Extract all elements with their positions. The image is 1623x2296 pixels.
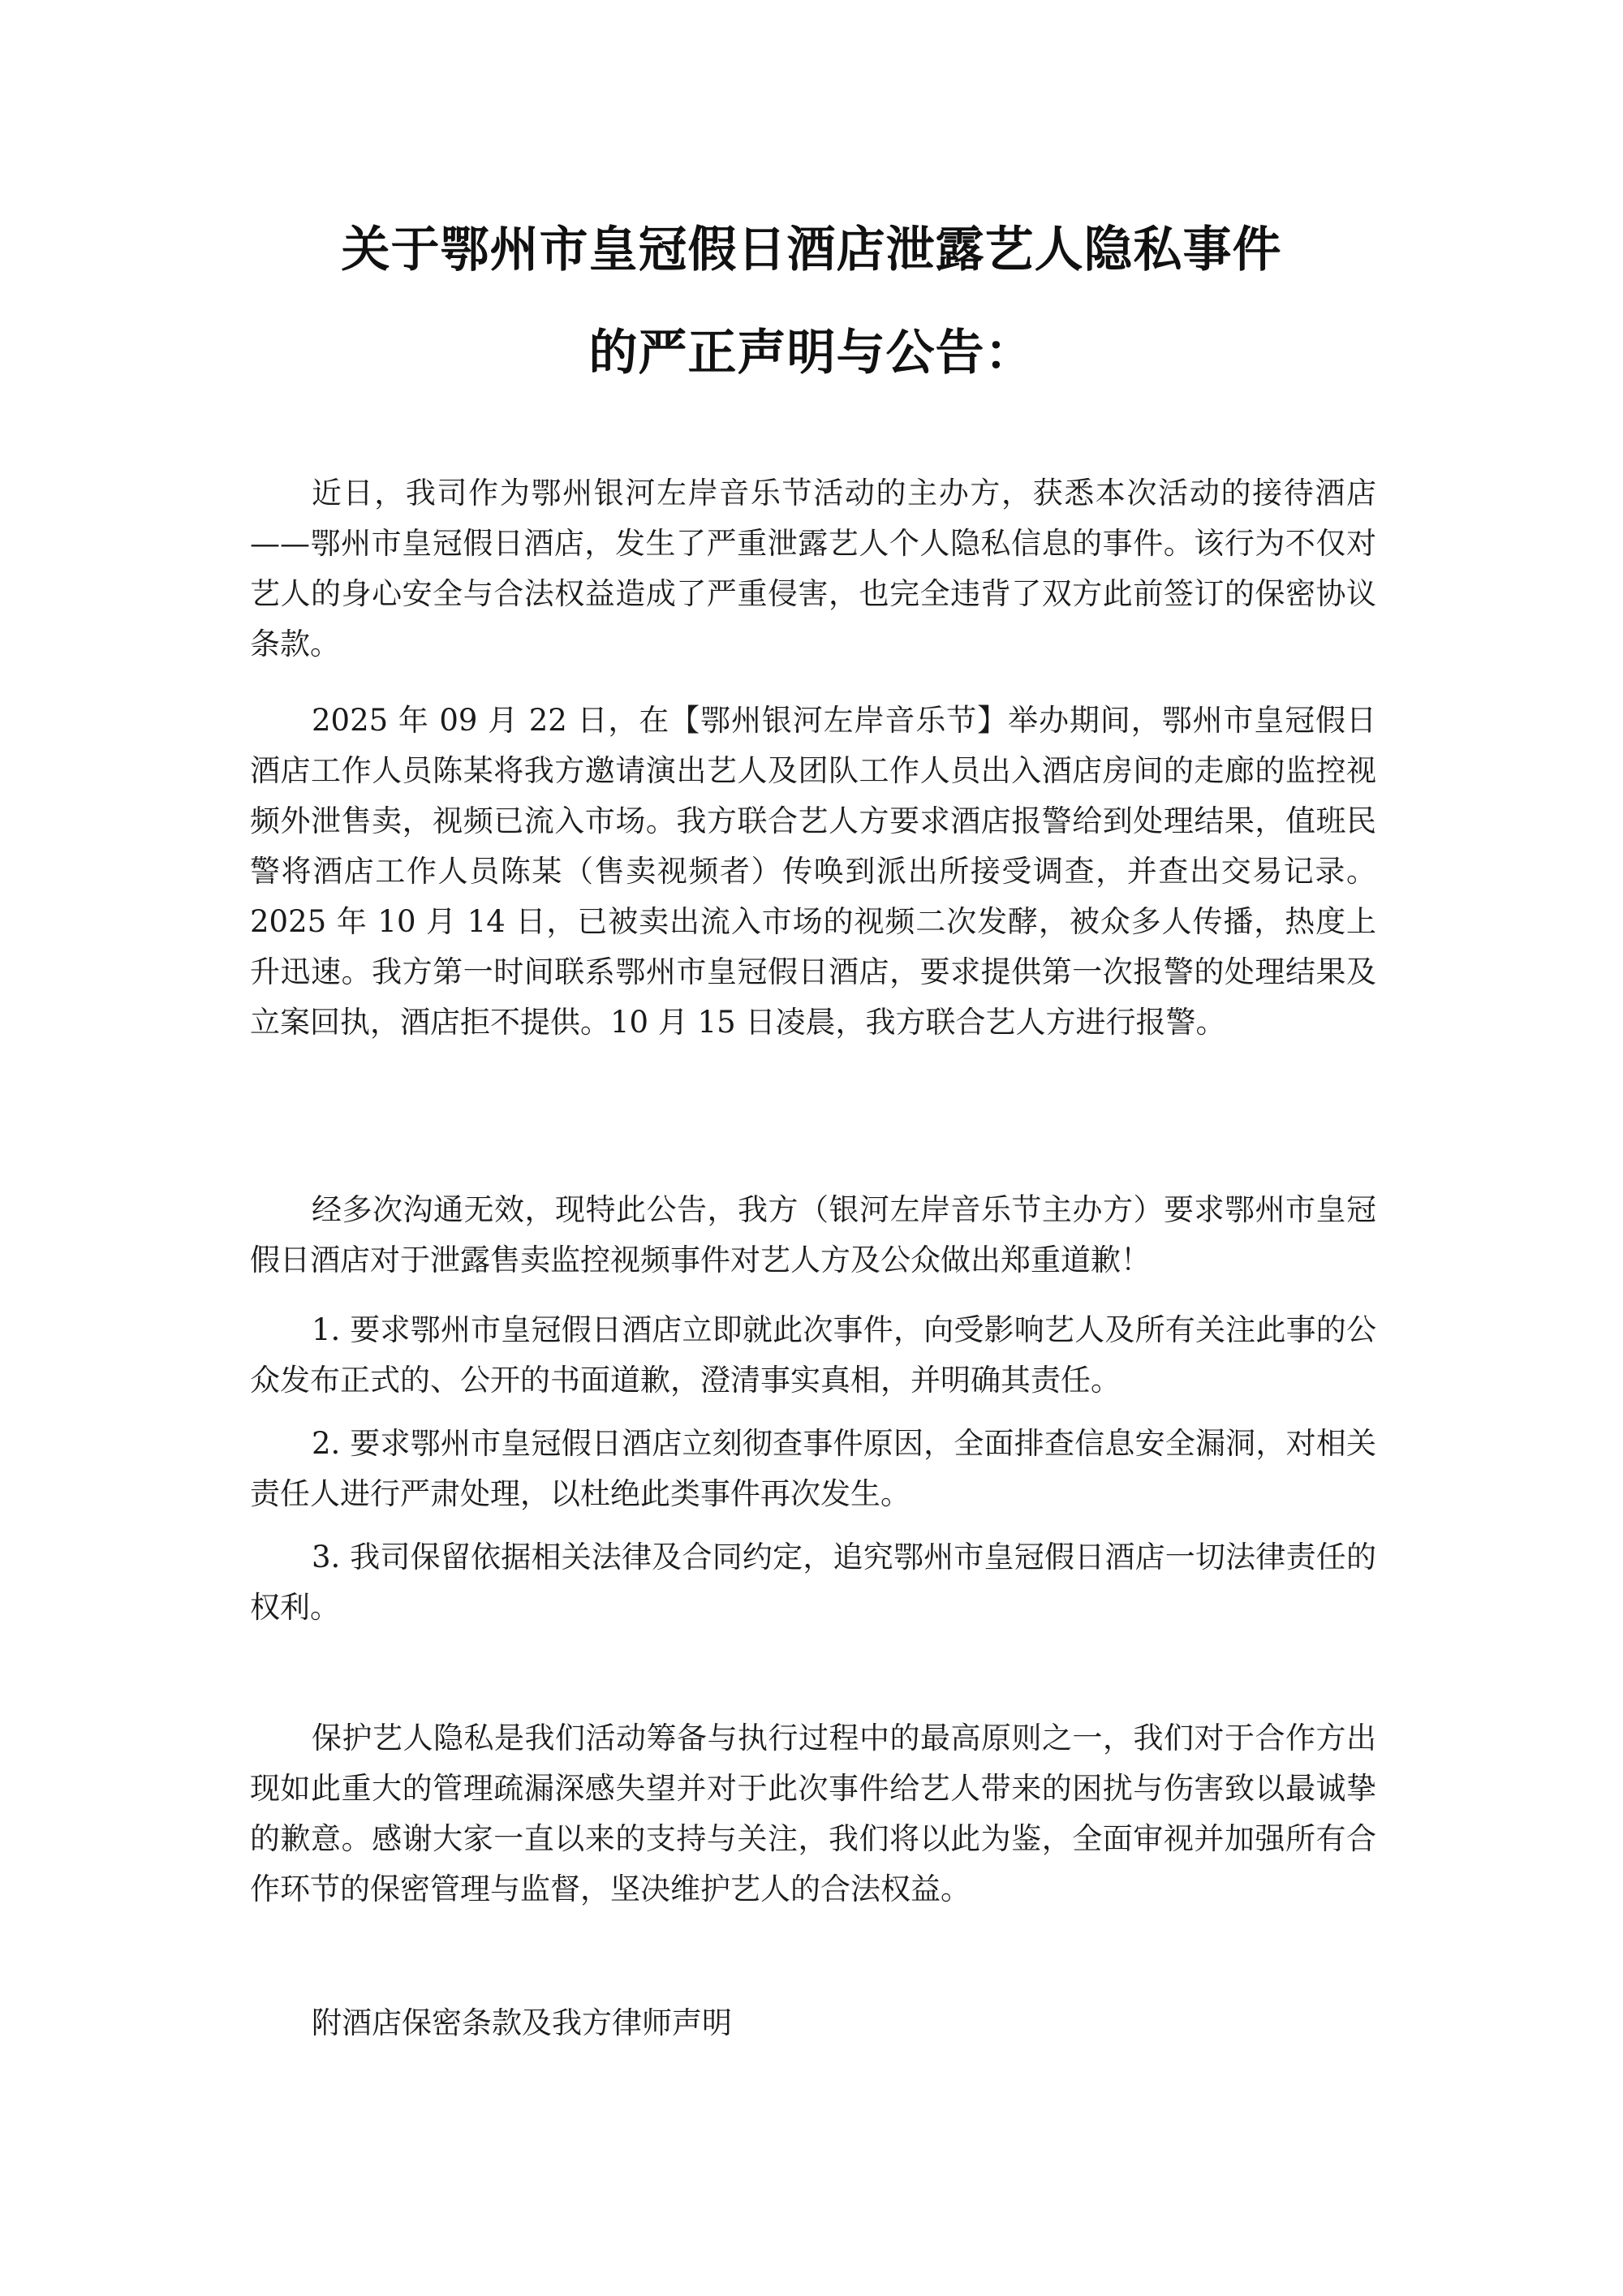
statement-title-line-2: 的严正声明与公告：	[588, 325, 1035, 381]
demand-item-2: 2. 要求鄂州市皇冠假日酒店立刻彻查事件原因，全面排查信息安全漏洞，对相关责任人进行严肃处理，以杜绝此类事件再次发生。	[250, 1426, 1376, 1511]
paragraph-timeline: 2025 年 09 月 22 日，在【鄂州银河左岸音乐节】举办期间，鄂州市皇冠假日酒店工作人员陈某将我方邀请演出艺人及团队工作人员出入酒店房间的走廊的监控视频外泄售卖，视频已流入市场。我方联合艺人方要求酒店报警给到处理结果，值班民警将酒店工作人员陈某（售卖视频者）传唤到派出所接受调查，并查出交易记录。2025 年 10 月 14 日，已被卖出流入市场的视频二次发酵，被众多人传播，热度上升迅速。我方第一时间联系鄂州市皇冠假日酒店，要求提供第一次报警的处理结果及立案回执，酒店拒不提供。10 月 15 日凌晨，我方联合艺人方进行报警。	[250, 703, 1376, 1040]
demand-item-1: 1. 要求鄂州市皇冠假日酒店立即就此次事件，向受影响艺人及所有关注此事的公众发布正式的、公开的书面道歉，澄清事实真相，并明确其责任。	[250, 1312, 1376, 1398]
attachment-note: 附酒店保密条款及我方律师声明	[312, 2005, 732, 2040]
paragraph-announcement: 经多次沟通无效，现特此公告，我方（银河左岸音乐节主办方）要求鄂州市皇冠假日酒店对于泄露售卖监控视频事件对艺人方及公众做出郑重道歉！	[250, 1192, 1376, 1277]
statement-title-line-1: 关于鄂州市皇冠假日酒店泄露艺人隐私事件	[341, 222, 1282, 278]
paragraph-closing: 保护艺人隐私是我们活动筹备与执行过程中的最高原则之一，我们对于合作方出现如此重大的管理疏漏深感失望并对于此次事件给艺人带来的困扰与伤害致以最诚挚的歉意。感谢大家一直以来的支持与关注，我们将以此为鉴，全面审视并加强所有合作环节的保密管理与监督，坚决维护艺人的合法权益。	[250, 1721, 1376, 1906]
paragraph-intro: 近日，我司作为鄂州银河左岸音乐节活动的主办方，获悉本次活动的接待酒店——鄂州市皇冠假日酒店，发生了严重泄露艺人个人隐私信息的事件。该行为不仅对艺人的身心安全与合法权益造成了严重侵害，也完全违背了双方此前签订的保密协议条款。	[250, 476, 1376, 661]
demand-item-3: 3. 我司保留依据相关法律及合同约定，追究鄂州市皇冠假日酒店一切法律责任的权利。	[250, 1540, 1376, 1625]
